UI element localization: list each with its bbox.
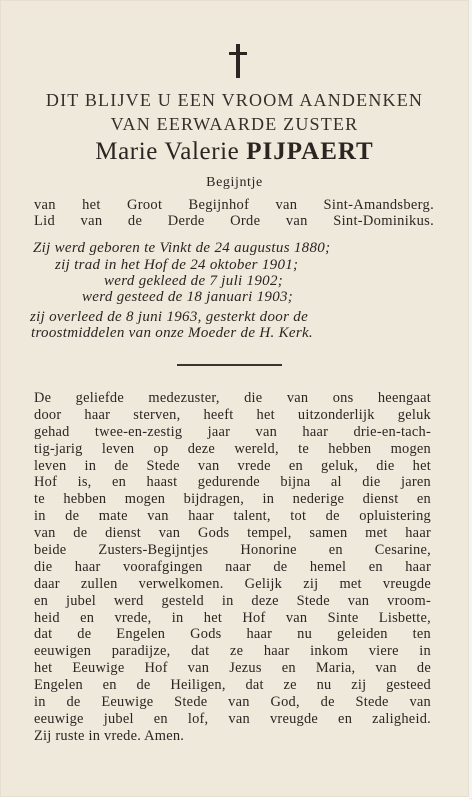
dedication-line-1: DIT BLIJVE U EEN VROOM AANDENKEN: [45, 90, 424, 110]
deceased-name: [0, 138, 469, 166]
eulogy-line: in de Eeuwige Stede van God, de Stede van: [34, 694, 431, 711]
affiliation-line-2: Lid van de Derde Orde van Sint-Dominikus.: [34, 213, 434, 229]
eulogy-line: eeuwigen paradijze, dat ze haar inkom viere in: [34, 643, 431, 660]
eulogy-line: van de dienst van Gods tempel, samen met haar: [34, 525, 431, 542]
eulogy-text: [34, 390, 431, 745]
first-names: Marie Valerie: [95, 138, 247, 165]
eulogy-line: daar zullen verwelkomen. Gelijk zij met vreugde: [34, 575, 431, 592]
eulogy-line: dat de Engelen Gods haar nu geleiden ten: [34, 626, 431, 643]
date-line-5: zij overleed de 8 juni 1963, gesterkt door de: [30, 309, 309, 325]
cross-icon: [229, 44, 247, 78]
date-line-3: werd gekleed de 7 juli 1902;: [104, 273, 284, 289]
eulogy-line: De geliefde medezuster, die van ons heengaat: [34, 390, 431, 406]
eulogy-line: heid en vrede, in het Hof van Sinte Lisbette,: [34, 609, 431, 626]
eulogy-line: door haar sterven, heeft het uitzonderlijk geluk: [34, 406, 431, 423]
eulogy-line: te hebben mogen bijdragen, in nederige dienst en: [34, 491, 431, 508]
eulogy-line: het Eeuwige Hof van Jezus en Maria, van de: [34, 660, 431, 677]
role-label: Begijntje: [206, 175, 263, 190]
date-line-6: troostmiddelen van onze Moeder de H. Kerk.: [31, 325, 313, 341]
eulogy-line: gehad twee-en-zestig jaar van haar drie-en-tach-: [34, 423, 431, 440]
date-line-2: zij trad in het Hof de 24 oktober 1901;: [55, 257, 299, 273]
eulogy-line: en jubel werd gesteld in deze Stede van vroom-: [34, 592, 431, 609]
date-line-1: Zij werd geboren te Vinkt de 24 augustus 1880;: [33, 240, 331, 256]
eulogy-line: Engelen en de Heiligen, dat ze nu zij gesteed: [34, 677, 431, 694]
surname: PIJPAERT: [246, 138, 374, 165]
eulogy-line: beide Zusters-Begijntjes Honorine en Cesarine,: [34, 542, 431, 559]
affiliation-line-1: van het Groot Begijnhof van Sint-Amandsberg.: [34, 197, 434, 213]
divider-rule: [177, 364, 282, 366]
eulogy-line: die haar voorafgingen naar de hemel en haar: [34, 558, 431, 575]
eulogy-line: tig-jarig leven op deze wereld, te hebben mogen: [34, 440, 431, 457]
eulogy-line: eeuwige jubel en lof, van vreugde en zaligheid.: [34, 710, 431, 727]
dedication-line-2: VAN EERWAARDE ZUSTER: [110, 114, 359, 134]
eulogy-line: leven in de Stede van vrede en geluk, die het: [34, 457, 431, 474]
eulogy-line: in de mate van haar talent, tot de opluistering: [34, 508, 431, 525]
eulogy-line: Hof is, en haast gedurende bijna al die jaren: [34, 474, 431, 491]
date-line-4: werd gesteed de 18 januari 1903;: [82, 289, 294, 305]
closing-prayer: Zij ruste in vrede. Amen.: [34, 727, 185, 744]
